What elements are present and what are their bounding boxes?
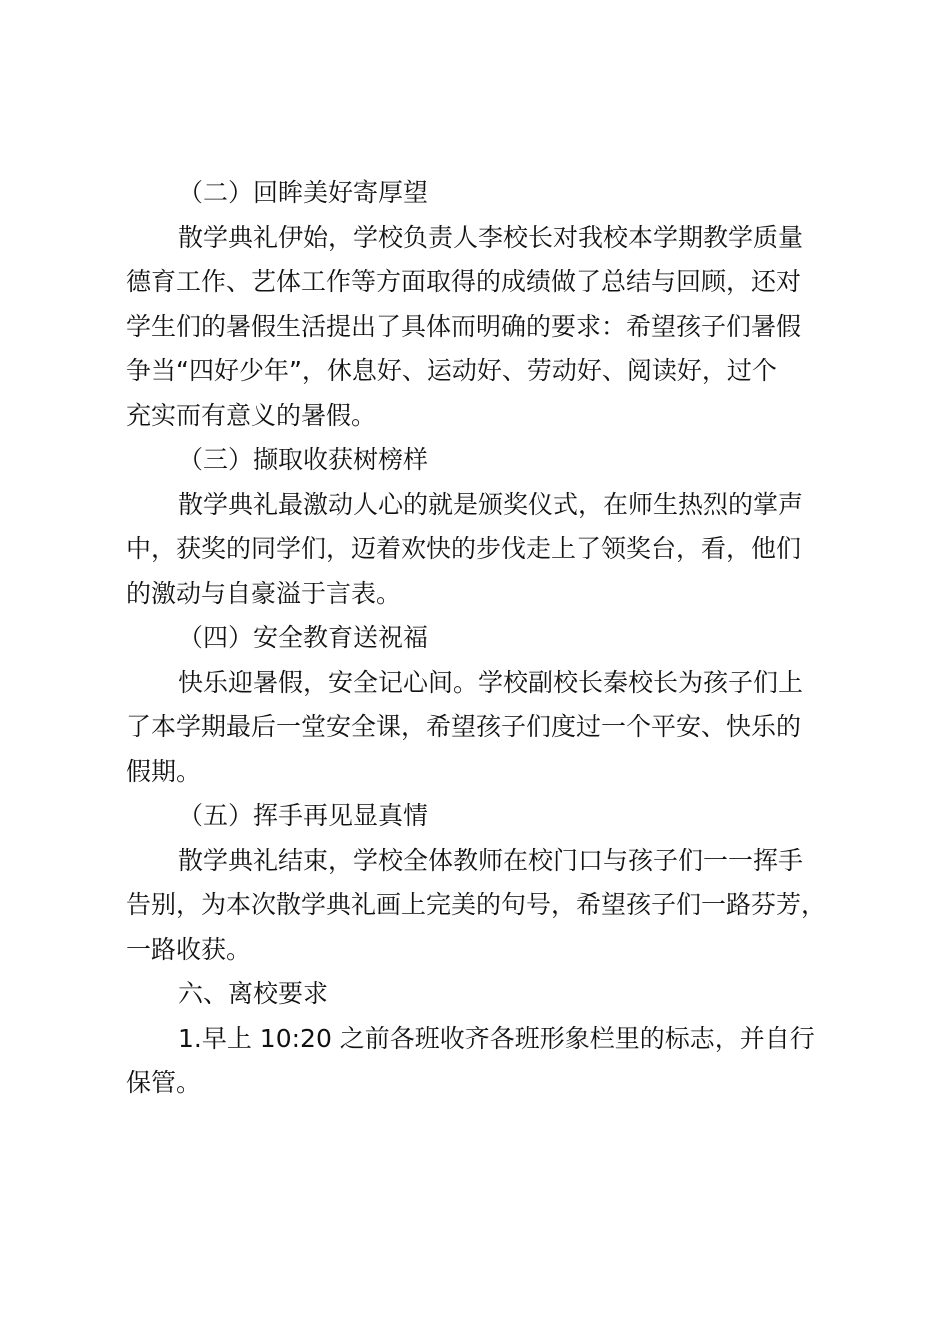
paragraph-line: 争当“四好少年”，休息好、运动好、劳动好、阅读好，过个 (126, 356, 777, 385)
document-page (126, 171, 846, 1106)
paragraph-line: 充实而有意义的暑假。 (126, 400, 377, 430)
paragraph-line: 快乐迎暑假，安全记心间。学校副校长秦校长为孩子们上 (178, 667, 804, 697)
paragraph-line: 告别，为本次散学典礼画上完美的句号，希望孩子们一路芬芳， (126, 890, 827, 919)
paragraph-line: 德育工作、艺体工作等方面取得的成绩做了总结与回顾，还对 (126, 267, 802, 296)
paragraph-line: 散学典礼最激动人心的就是颁奖仪式，在师生热烈的掌声 (178, 489, 804, 519)
section-heading-3: （三）撷取收获树榜样 (178, 445, 429, 474)
paragraph-line: 假期。 (126, 756, 202, 786)
paragraph-line: 散学典礼伊始，学校负责人李校长对我校本学期教学质量 (178, 222, 804, 252)
section-heading-5: （五）挥手再见显真情 (178, 801, 429, 830)
section-heading-6: 六、离校要求 (178, 979, 329, 1008)
paragraph-line: 保管。 (126, 1068, 202, 1097)
paragraph-line: 中，获奖的同学们，迈着欢快的步伐走上了领奖台，看，他们 (126, 534, 802, 563)
paragraph-line: 一路收获。 (126, 934, 252, 964)
paragraph-line: 散学典礼结束，学校全体教师在校门口与孩子们一一挥手 (178, 845, 804, 875)
section-heading-4: （四）安全教育送祝福 (178, 623, 429, 652)
section-heading-2: （二）回眸美好寄厚望 (178, 178, 429, 207)
paragraph-line: 学生们的暑假生活提出了具体而明确的要求：希望孩子们暑假 (126, 311, 802, 341)
paragraph-line: 1.早上 10:20 之前各班收齐各班形象栏里的标志，并自行 (178, 1023, 815, 1053)
paragraph-line: 的激动与自豪溢于言表。 (126, 578, 402, 608)
paragraph-line: 了本学期最后一堂安全课，希望孩子们度过一个平安、快乐的 (126, 712, 802, 741)
